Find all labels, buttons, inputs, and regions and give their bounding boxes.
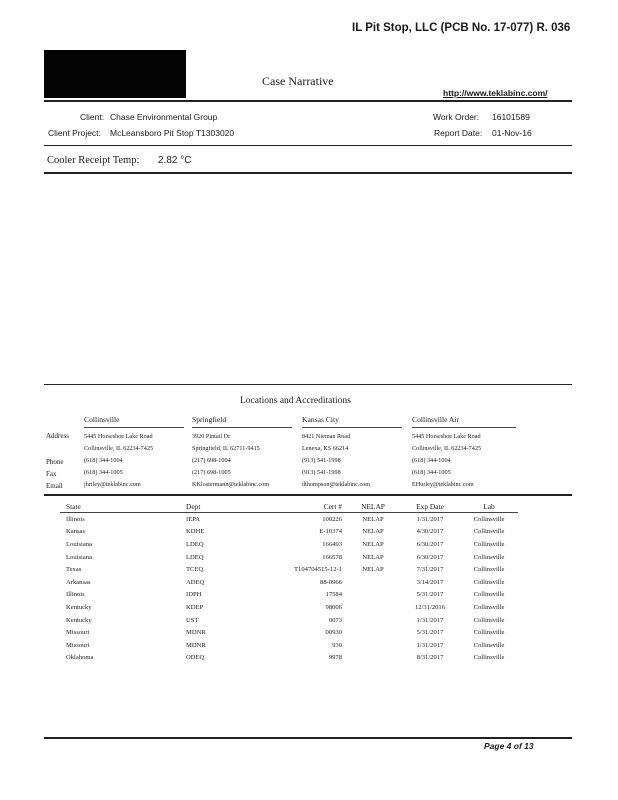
- table-row: [60, 652, 518, 665]
- nelap-cell: NELAP: [362, 528, 384, 536]
- state-cell: Louisiana: [66, 540, 93, 548]
- exp-date-cell: 5/31/2017: [416, 629, 444, 637]
- office-address-2: Collinsville, IL 62234-7425: [84, 445, 154, 452]
- cert-cell: 88-0966: [320, 578, 342, 586]
- exp-date-cell: 1/31/2017: [416, 515, 444, 523]
- website-link[interactable]: http://www.teklabinc.com/: [443, 88, 548, 98]
- exp-date-cell: 12/31/2016: [414, 603, 446, 611]
- state-cell: Kentucky: [66, 616, 92, 624]
- column-header: State: [60, 500, 146, 513]
- bates-stamp: IL Pit Stop, LLC (PCB No. 17-077) R. 036: [352, 22, 571, 34]
- locations-title: Locations and Accreditations: [240, 396, 351, 406]
- state-cell: Missouri: [66, 641, 90, 649]
- lab-cell: Collinsville: [473, 603, 505, 611]
- table-row: [60, 601, 518, 614]
- table-row: [60, 538, 518, 551]
- office-collinsville-air: [412, 414, 516, 491]
- lab-cell: Collinsville: [473, 591, 505, 599]
- lab-cell: Collinsville: [473, 553, 505, 561]
- office-phone: (618) 344-1004: [412, 457, 451, 464]
- lab-cell: Collinsville: [473, 540, 505, 548]
- office-fax: (913) 541-1998: [302, 469, 341, 476]
- cert-cell: E-10374: [319, 528, 342, 536]
- state-cell: Illinois: [66, 591, 85, 599]
- report-date-value: 01-Nov-16: [492, 128, 532, 138]
- column-header: Cert #: [250, 500, 346, 513]
- nelap-cell: [346, 576, 400, 589]
- dept-cell: UST: [186, 616, 199, 624]
- state-cell: Illinois: [66, 515, 85, 523]
- nelap-cell: [346, 601, 400, 614]
- office-phone: (913) 541-1998: [302, 457, 341, 464]
- table-row: [60, 513, 518, 526]
- exp-date-cell: 5/31/2017: [416, 591, 444, 599]
- state-cell: Arkansas: [66, 578, 91, 586]
- office-phone: (217) 698-1004: [192, 457, 231, 464]
- office-address-2: Collinsville, IL 62234-7425: [412, 445, 482, 452]
- cert-cell: 98006: [325, 603, 342, 611]
- cert-cell: 100226: [322, 515, 342, 523]
- project-value: McLeansboro Pit Stop T1303020: [110, 128, 235, 138]
- dept-cell: ODEQ: [186, 654, 205, 662]
- office-address-1: 5445 Horseshoe Lake Road: [84, 433, 153, 440]
- footer-rule: [44, 737, 572, 739]
- office-name: Collinsville Air: [412, 414, 516, 428]
- state-cell: Kansas: [66, 528, 86, 536]
- row-label-address: Address: [46, 432, 69, 440]
- lab-cell: Collinsville: [473, 566, 505, 574]
- state-cell: Oklahoma: [66, 654, 94, 662]
- table-row: [60, 551, 518, 564]
- office-kansas-city: [302, 414, 402, 491]
- nelap-cell: [346, 589, 400, 602]
- state-cell: Missouri: [66, 629, 90, 637]
- dept-cell: TCEQ: [186, 566, 204, 574]
- office-fax: (618) 344-1005: [84, 469, 123, 476]
- client-label: Client:: [80, 112, 105, 122]
- dept-cell: KDEP: [186, 603, 204, 611]
- project-label: Client Project:: [48, 128, 101, 138]
- table-row: [60, 576, 518, 589]
- accreditations-table: [60, 500, 518, 664]
- office-fax: (618) 344-1005: [412, 469, 451, 476]
- office-name: Collinsville: [84, 414, 184, 428]
- info-rule: [44, 145, 572, 146]
- dept-cell: KDHE: [186, 528, 205, 536]
- table-row: [60, 563, 518, 576]
- dept-cell: LDEQ: [186, 553, 204, 561]
- office-address-1: 5445 Horseshoe Lake Road: [412, 433, 481, 440]
- nelap-cell: [346, 614, 400, 627]
- state-cell: Texas: [66, 566, 82, 574]
- office-collinsville: [84, 414, 184, 491]
- table-row: [60, 639, 518, 652]
- nelap-cell: NELAP: [362, 566, 384, 574]
- nelap-cell: NELAP: [362, 540, 384, 548]
- locations-top-rule: [44, 384, 572, 385]
- report-date-label: Report Date:: [434, 128, 483, 138]
- column-header: Lab: [460, 500, 518, 513]
- page-number: Page 4 of 13: [484, 741, 534, 751]
- dept-cell: IDPH: [186, 591, 202, 599]
- work-order-label: Work Order:: [433, 112, 480, 122]
- cert-cell: 166578: [322, 553, 342, 561]
- cert-cell: 00930: [325, 629, 342, 637]
- exp-date-cell: 1/31/2017: [416, 616, 444, 624]
- cert-cell: 0073: [328, 616, 342, 624]
- page-title: Case Narrative: [262, 74, 334, 88]
- locations-bottom-rule: [44, 494, 572, 496]
- redacted-logo: [44, 50, 186, 98]
- dept-cell: MDNR: [186, 629, 206, 637]
- exp-date-cell: 6/30/2017: [416, 540, 444, 548]
- exp-date-cell: 3/14/2017: [416, 578, 444, 586]
- office-springfield: [192, 414, 292, 491]
- nelap-cell: [346, 626, 400, 639]
- row-label-phone: Phone: [46, 458, 64, 466]
- cert-cell: T104704515-12-1: [294, 566, 342, 574]
- table-row: [60, 526, 518, 539]
- dept-cell: IEPA: [186, 515, 201, 523]
- column-header: NELAP: [346, 500, 400, 513]
- dept-cell: MDNR: [186, 641, 206, 649]
- office-email[interactable]: KKlostermann@teklabinc.com: [192, 481, 270, 488]
- lab-cell: Collinsville: [473, 616, 505, 624]
- office-email[interactable]: dthompson@teklabinc.com: [302, 481, 371, 488]
- office-address-1: 8421 Nieman Road: [302, 433, 351, 440]
- client-value: Chase Environmental Group: [110, 112, 218, 122]
- lab-cell: Collinsville: [473, 528, 505, 536]
- cert-cell: 17584: [325, 591, 342, 599]
- cooler-temp-value: 2.82 °C: [158, 155, 192, 166]
- column-header: Dept: [146, 500, 250, 513]
- lab-cell: Collinsville: [473, 629, 505, 637]
- nelap-cell: [346, 639, 400, 652]
- table-row: [60, 614, 518, 627]
- office-name: Kansas City: [302, 414, 402, 428]
- work-order-value: 16101589: [492, 112, 530, 122]
- cert-cell: 166493: [322, 540, 342, 548]
- cert-cell: 9978: [328, 654, 342, 662]
- state-cell: Kentucky: [66, 603, 92, 611]
- exp-date-cell: 1/31/2017: [416, 641, 444, 649]
- table-row: [60, 589, 518, 602]
- office-address-2: Lenexa, KS 66214: [302, 445, 349, 452]
- office-email[interactable]: jhriley@teklabinc.com: [84, 481, 141, 488]
- column-header: Exp Date: [400, 500, 460, 513]
- lab-cell: Collinsville: [473, 515, 505, 523]
- exp-date-cell: 4/30/2017: [416, 528, 444, 536]
- nelap-cell: [346, 652, 400, 665]
- cooler-rule: [44, 172, 572, 174]
- header-rule: [44, 100, 572, 102]
- office-phone: (618) 344-1004: [84, 457, 123, 464]
- cert-cell: 930: [332, 641, 342, 649]
- lab-cell: Collinsville: [473, 654, 505, 662]
- exp-date-cell: 8/31/2017: [416, 654, 444, 662]
- lab-cell: Collinsville: [473, 578, 505, 586]
- nelap-cell: NELAP: [362, 553, 384, 561]
- cooler-temp-label: Cooler Receipt Temp:: [47, 155, 140, 166]
- exp-date-cell: 7/31/2017: [416, 566, 444, 574]
- row-label-email: Email: [46, 482, 63, 490]
- dept-cell: LDEQ: [186, 540, 204, 548]
- dept-cell: ADEQ: [186, 578, 205, 586]
- office-name: Springfield: [192, 414, 292, 428]
- exp-date-cell: 6/30/2017: [416, 553, 444, 561]
- office-email[interactable]: EHurley@teklabinc.com: [412, 481, 474, 488]
- table-row: [60, 626, 518, 639]
- lab-cell: Collinsville: [473, 641, 505, 649]
- table-header-row: [60, 500, 518, 513]
- office-fax: (217) 698-1005: [192, 469, 231, 476]
- row-label-fax: Fax: [46, 470, 57, 478]
- office-address-2: Springfield, IL 62711-9415: [192, 445, 260, 452]
- office-address-1: 3920 Pintail Dr: [192, 433, 231, 440]
- state-cell: Louisiana: [66, 553, 93, 561]
- nelap-cell: NELAP: [362, 515, 384, 523]
